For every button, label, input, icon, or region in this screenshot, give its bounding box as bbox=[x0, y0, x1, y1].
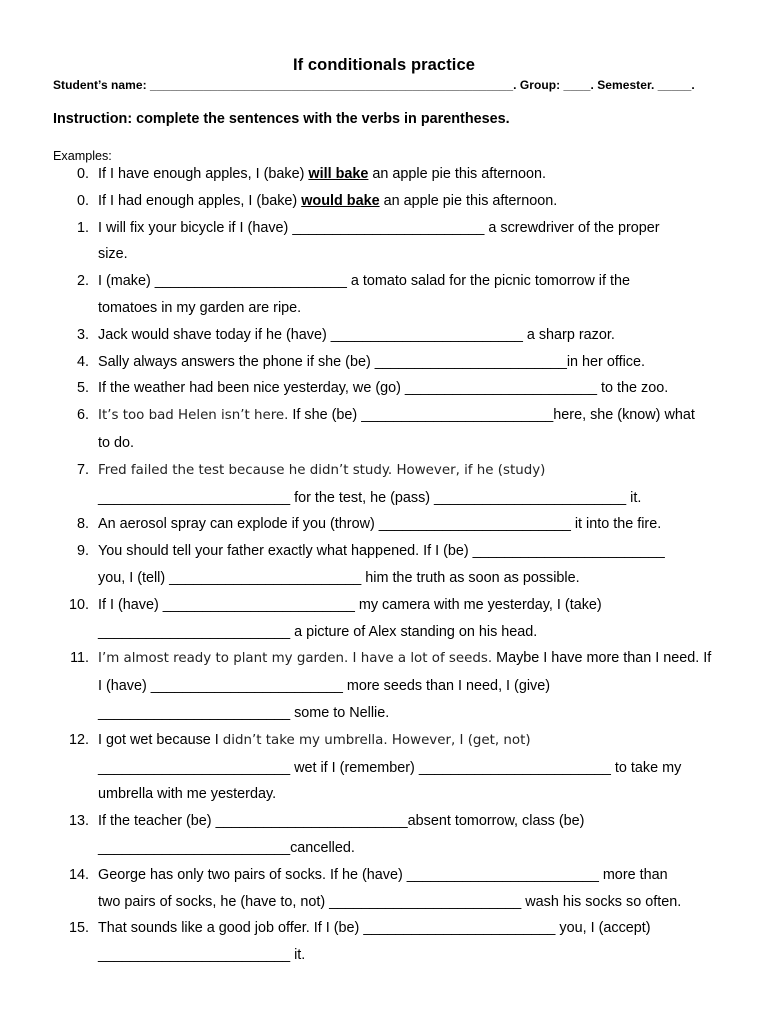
exercise-list bbox=[0, 161, 768, 969]
exercise-item bbox=[0, 592, 768, 646]
example-text-before: If I had enough apples, I (bake) bbox=[98, 192, 302, 209]
item-number: 8. bbox=[76, 516, 89, 533]
item-line bbox=[0, 457, 768, 485]
exercise-item bbox=[0, 727, 768, 808]
item-context-text: I’m almost ready to plant my garden. I have a lot of seeds. bbox=[98, 651, 493, 667]
item-line: That sounds like a good job offer. If I (be) ________________________ you, I (accept) bbox=[98, 920, 651, 937]
item-line: You should tell your father exactly what happened. If I (be) ________________________ bbox=[98, 543, 665, 560]
item-number: 12. bbox=[68, 731, 89, 748]
item-number: 0. bbox=[76, 166, 89, 182]
item-number: 14. bbox=[68, 866, 89, 883]
item-number: 13. bbox=[68, 813, 89, 830]
item-line: ________________________cancelled. bbox=[98, 839, 355, 856]
exercise-item bbox=[0, 375, 768, 402]
item-line: ________________________ some to Nellie. bbox=[98, 704, 390, 721]
exercise-item bbox=[0, 349, 768, 376]
item-line: If the weather had been nice yesterday, we (go) ________________________ to the zoo. bbox=[98, 380, 669, 397]
item-line: If the teacher (be) ________________________absent tomorrow, class (be) bbox=[98, 813, 585, 830]
exercise-item bbox=[0, 915, 768, 969]
example-item bbox=[0, 161, 768, 188]
item-line: ________________________ wet if I (remember) ________________________ to take my bbox=[98, 759, 682, 776]
item-line: Sally always answers the phone if she (be) ________________________in her office. bbox=[98, 353, 645, 370]
item-line: If I (have) ________________________ my camera with me yesterday, I (take) bbox=[98, 596, 602, 613]
item-number: 1. bbox=[76, 219, 89, 236]
item-number: 3. bbox=[76, 326, 89, 343]
item-line bbox=[0, 402, 768, 430]
exercise-item bbox=[0, 538, 768, 592]
item-line: you, I (tell) ________________________ him the truth as soon as possible. bbox=[98, 569, 580, 586]
item-context-text: didn’t take my umbrella. However, I (get, not) bbox=[222, 732, 531, 748]
exercise-item bbox=[0, 862, 768, 916]
item-line: size. bbox=[98, 246, 128, 263]
exercise-item bbox=[0, 215, 768, 269]
item-number: 15. bbox=[68, 920, 89, 937]
example-text-after: an apple pie this afternoon. bbox=[368, 166, 547, 182]
item-number: 11. bbox=[70, 650, 89, 667]
exercise-item bbox=[0, 645, 768, 726]
item-line bbox=[0, 188, 768, 215]
item-context-text: Fred failed the test because he didn’t study. However, if he (study) bbox=[98, 462, 546, 478]
item-line: tomatoes in my garden are ripe. bbox=[98, 299, 302, 316]
instruction-text: Instruction: complete the sentences with the verbs in parentheses. bbox=[53, 111, 510, 127]
student-info-line: Student’s name: ______________________________________________________. Group: ____. Semester. _____. bbox=[53, 78, 695, 92]
item-line: George has only two pairs of socks. If he (have) ________________________ more than bbox=[98, 866, 668, 883]
exercise-item bbox=[0, 808, 768, 862]
item-text: If she (be) ________________________here, she (know) what bbox=[288, 407, 695, 424]
item-context-text: It’s too bad Helen isn’t here. bbox=[98, 408, 289, 424]
item-line bbox=[0, 645, 768, 673]
item-line bbox=[0, 727, 768, 755]
item-number: 7. bbox=[76, 461, 89, 478]
item-line: ________________________ a picture of Alex standing on his head. bbox=[98, 623, 538, 640]
example-text-before: If I have enough apples, I (bake) bbox=[98, 166, 309, 182]
exercise-item bbox=[0, 511, 768, 538]
examples-label: Examples: bbox=[53, 149, 112, 163]
item-number: 6. bbox=[76, 407, 89, 424]
item-line bbox=[0, 161, 768, 188]
exercise-item bbox=[0, 457, 768, 512]
item-number: 2. bbox=[76, 273, 89, 290]
item-number: 0. bbox=[76, 192, 89, 209]
example-answer: will bake bbox=[308, 166, 369, 182]
item-line: to do. bbox=[98, 434, 135, 451]
exercise-item bbox=[0, 268, 768, 322]
item-line: An aerosol spray can explode if you (throw) ________________________ it into the fire. bbox=[98, 516, 662, 533]
item-text: I got wet because I bbox=[98, 731, 223, 748]
item-line: I will fix your bicycle if I (have) ________________________ a screwdriver of the proper bbox=[98, 219, 660, 236]
item-line: I (make) ________________________ a tomato salad for the picnic tomorrow if the bbox=[98, 273, 630, 290]
item-text: Maybe I have more than I need. If bbox=[492, 650, 712, 667]
item-line: Jack would shave today if he (have) ________________________ a sharp razor. bbox=[98, 326, 615, 343]
item-number: 5. bbox=[76, 380, 89, 397]
example-item bbox=[0, 188, 768, 215]
page-title: If conditionals practice bbox=[292, 56, 476, 74]
item-line: two pairs of socks, he (have to, not) ________________________ wash his socks so often. bbox=[98, 893, 682, 910]
item-line: ________________________ it. bbox=[98, 947, 306, 964]
exercise-item bbox=[0, 402, 768, 457]
item-line: ________________________ for the test, he (pass) ________________________ it. bbox=[98, 489, 642, 506]
item-number: 4. bbox=[76, 353, 89, 370]
example-text-after: an apple pie this afternoon. bbox=[379, 192, 558, 209]
item-line: umbrella with me yesterday. bbox=[98, 786, 277, 803]
item-number: 10. bbox=[68, 596, 89, 613]
exercise-item bbox=[0, 322, 768, 349]
example-answer: would bake bbox=[301, 192, 380, 209]
item-line: I (have) ________________________ more seeds than I need, I (give) bbox=[98, 678, 551, 695]
item-number: 9. bbox=[76, 543, 89, 560]
